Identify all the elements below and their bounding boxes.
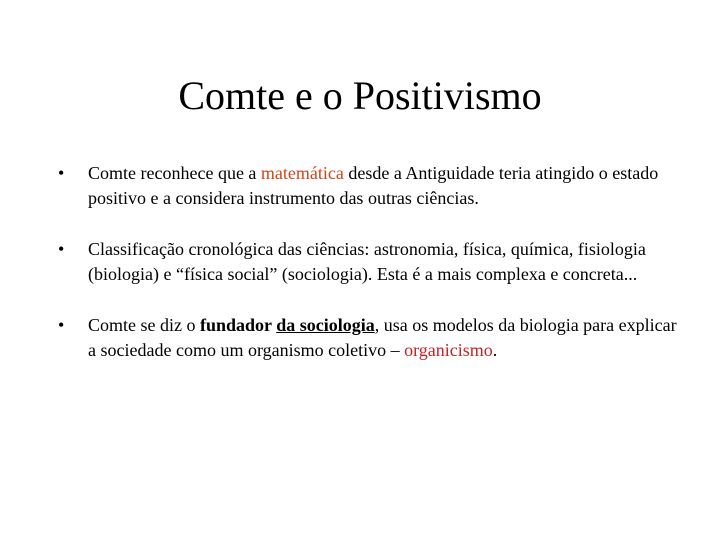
- emphasis-fundador: fundador: [199, 315, 272, 335]
- bullet-3-text-start: Comte se diz o: [88, 315, 200, 335]
- bullet-marker: •: [58, 315, 65, 335]
- bullet-2-text: Classificação cronológica das ciências: astronomia, física, química, fisiologia (biologia) e “física social” (sociologia). Esta é a mais complexa e concreta...: [88, 239, 646, 284]
- bullet-item-1: [58, 161, 678, 211]
- bullet-item-2: [58, 237, 678, 287]
- emphasis-sociologia: da sociologia: [276, 315, 375, 335]
- bullet-1-text-start: Comte reconhece que a: [88, 163, 261, 183]
- bullet-1-text-end: desde a Antiguidade teria atingido o estado positivo e a considera instrumento das outras ciências.: [88, 163, 659, 208]
- slide-title: Comte e o Positivismo: [178, 73, 542, 118]
- bullet-3-text-end: .: [492, 340, 498, 360]
- bullet-list: [58, 161, 678, 389]
- bullet-marker: •: [58, 239, 65, 259]
- bullet-3-text-middle: , usa os modelos da biologia para explicar a sociedade como um organismo coletivo –: [88, 315, 677, 360]
- bullet-marker: •: [58, 163, 65, 183]
- highlight-organicismo: organicismo: [404, 340, 493, 360]
- highlight-matematica: matemática: [260, 163, 344, 183]
- bullet-item-3: [58, 313, 678, 363]
